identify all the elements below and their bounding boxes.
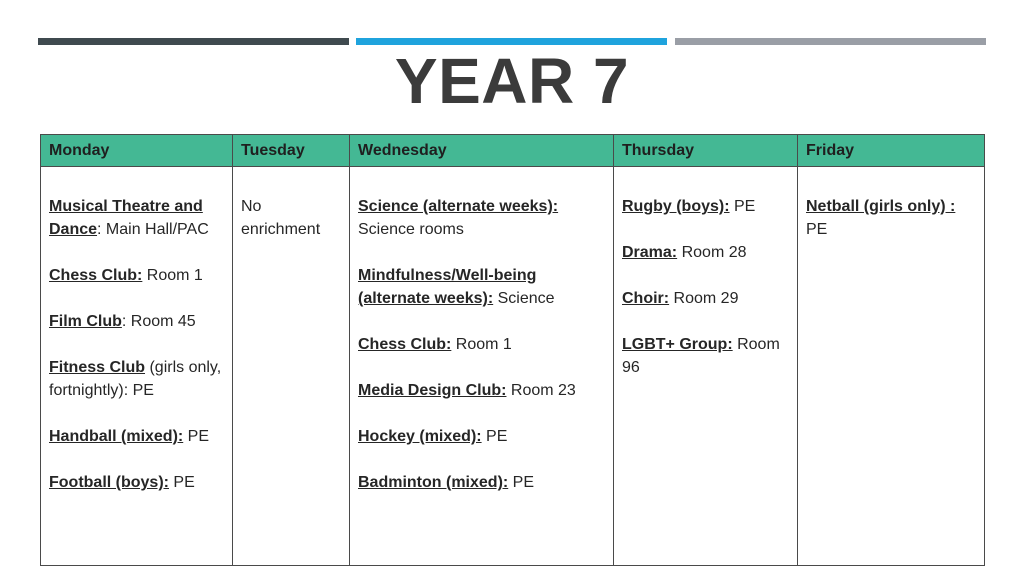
activity-entry (622, 195, 789, 218)
activity-location: Science (493, 290, 555, 307)
activity-entry (806, 195, 976, 241)
no-enrichment-text: No enrichment (241, 198, 321, 238)
activity-location: PE (508, 474, 535, 491)
activity-name: Handball (mixed): (49, 428, 184, 445)
friday-cell (798, 167, 985, 566)
activity-location: Room 1 (142, 267, 203, 284)
activity-entry (622, 287, 789, 310)
accent-bar-dark (38, 38, 349, 45)
header-wednesday: Wednesday (350, 135, 614, 167)
activity-name: Science (alternate weeks): (358, 198, 559, 215)
activity-name: Film Club (49, 313, 122, 330)
activity-entry (358, 264, 605, 310)
activities-row (41, 167, 985, 566)
activity-name: Drama: (622, 244, 678, 261)
enrichment-schedule-table (40, 134, 985, 566)
activity-entry (49, 471, 224, 494)
activity-name: Media Design Club: (358, 382, 507, 399)
activity-location: Room 29 (669, 290, 739, 307)
activity-location: Room 28 (677, 244, 747, 261)
activity-name: LGBT+ Group: (622, 336, 733, 353)
activity-name: Chess Club: (358, 336, 452, 353)
activity-location: Room 96 (622, 336, 780, 376)
activity-location: PE (806, 221, 828, 238)
header-monday: Monday (41, 135, 233, 167)
activity-location: : Main Hall/PAC (97, 221, 209, 238)
thursday-cell (614, 167, 798, 566)
activity-name: Mindfulness/Well-being (alternate weeks): (358, 267, 537, 307)
activity-entry (358, 379, 605, 402)
activity-location: Room 23 (506, 382, 576, 399)
activity-location: (girls only, fortnightly): PE (49, 359, 222, 399)
activity-name: Chess Club: (49, 267, 143, 284)
activity-entry (358, 195, 605, 241)
activity-name: Fitness Club (49, 359, 146, 376)
accent-bar-blue (356, 38, 667, 45)
activity-location: PE (481, 428, 508, 445)
header-tuesday: Tuesday (233, 135, 350, 167)
activity-location: : Room 45 (121, 313, 196, 330)
header-thursday: Thursday (614, 135, 798, 167)
activity-entry (49, 264, 224, 287)
activity-name: Musical Theatre and Dance (49, 198, 203, 238)
activity-name: Badminton (mixed): (358, 474, 509, 491)
activity-entry (622, 241, 789, 264)
activity-entry (49, 195, 224, 241)
activity-name: Football (boys): (49, 474, 169, 491)
activity-entry (358, 333, 605, 356)
activity-location: Science rooms (358, 221, 464, 238)
page-title: YEAR 7 (394, 45, 630, 117)
activity-entry (358, 471, 605, 494)
activity-entry (49, 425, 224, 448)
activity-location: PE (168, 474, 195, 491)
header-row (41, 135, 985, 167)
accent-bar-grey (675, 38, 986, 45)
activity-location: PE (729, 198, 756, 215)
activity-name: Choir: (622, 290, 670, 307)
activity-entry (49, 310, 224, 333)
tuesday-cell (233, 167, 350, 566)
monday-cell (41, 167, 233, 566)
activity-name: Hockey (mixed): (358, 428, 482, 445)
wednesday-cell (350, 167, 614, 566)
activity-location: Room 1 (451, 336, 512, 353)
activity-name: Rugby (boys): (622, 198, 730, 215)
activity-entry (358, 425, 605, 448)
activity-location: PE (183, 428, 210, 445)
header-friday: Friday (798, 135, 985, 167)
activity-name: Netball (girls only) : (806, 198, 956, 215)
activity-entry (49, 356, 224, 402)
activity-entry (622, 333, 789, 379)
